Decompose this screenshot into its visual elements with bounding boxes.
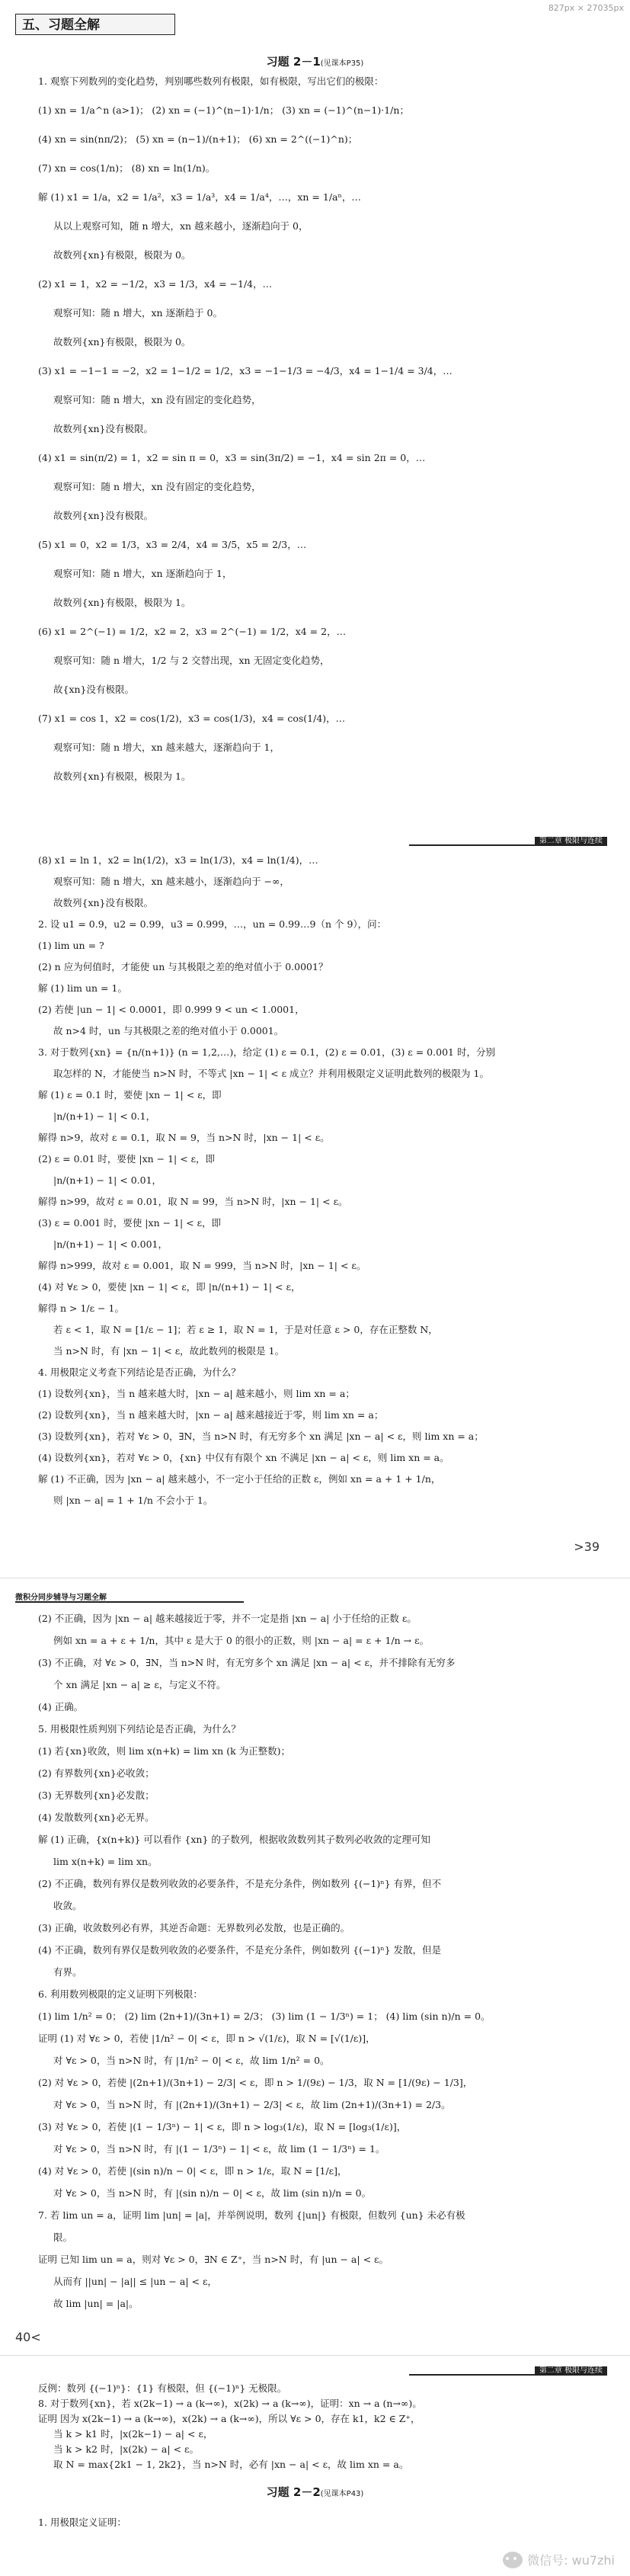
chapter-header: 第二章 极限与连续 [409, 834, 607, 846]
page-number: 40< [15, 2330, 41, 2344]
text-line: (3) 设数列{xn}，若对 ∀ε > 0，∃N，当 n>N 时，有无穷多个 xn 满足 |xn − a| < ε，则 lim xn = a； [38, 1431, 484, 1442]
text-line: (2) 不正确，数列有界仅是数列收敛的必要条件，不是充分条件，例如数列 {(−1)ⁿ} 有界，但不 [38, 1878, 442, 1889]
text-line: (1) lim un = ? [38, 940, 104, 951]
text-line: 3. 对于数列{xn} = {n/(n+1)} (n = 1,2,…)，给定 (1) ε = 0.1，(2) ε = 0.01，(3) ε = 0.001 时，分别 [38, 1046, 495, 1058]
text-line: 证明 (1) 对 ∀ε > 0，若使 |1/n² − 0| < ε，即 n > √(1/ε)，取 N = [√(1/ε)]， [38, 2033, 376, 2044]
text-line: (3) x1 = −1−1 = −2，x2 = 1−1/2 = 1/2，x3 = −1−1/3 = −4/3，x4 = 1−1/4 = 3/4，… [38, 365, 453, 376]
text-line: |n/(n+1) − 1| < 0.01， [53, 1174, 162, 1186]
viewer-dimensions: 827px × 27035px [548, 3, 624, 13]
text-line: (4) 不正确，数列有界仅是数列收敛的必要条件，不是充分条件，例如数列 {(−1)ⁿ} 发散，但是 [38, 1944, 442, 1956]
text-line: 则 |xn − a| = 1 + 1/n 不会小于 1。 [53, 1495, 213, 1506]
text-line: 2. 设 u1 = 0.9，u2 = 0.99，u3 = 0.999，…，un = 0.99…9（n 个 9），问： [38, 918, 387, 930]
text-line: 解 (1) x1 = 1/a，x2 = 1/a²，x3 = 1/a³，x4 = 1/a⁴，…，xn = 1/aⁿ，… [38, 191, 361, 203]
text-line: 观察可知：随 n 增大，xn 逐渐趋向于 1， [53, 568, 232, 579]
text-line: 故 lim |un| = |a|。 [53, 2298, 139, 2309]
text-line: (2) ε = 0.01 时，要使 |xn − 1| < ε，即 [38, 1153, 216, 1165]
text-line: (3) 对 ∀ε > 0，若使 |(1 − 1/3ⁿ) − 1| < ε，即 n > log₃(1/ε)，取 N = [log₃(1/ε)]， [38, 2121, 407, 2132]
text-line: 8. 对于数列{xn}，若 x(2k−1) → a (k→∞)，x(2k) → a (k→∞)，证明：xn → a (n→∞)。 [38, 2398, 422, 2409]
text-line: 收敛。 [53, 1900, 82, 1911]
text-line: (7) x1 = cos 1，x2 = cos(1/2)，x3 = cos(1/3)，x4 = cos(1/4)，… [38, 713, 346, 724]
text-line: (4) xn = sin(nπ/2)； (5) xn = (n−1)/(n+1)； (6) xn = 2^((−1)^n)； [38, 133, 358, 145]
text-line: 当 k > k1 时，|x(2k−1) − a| < ε， [53, 2428, 213, 2440]
text-line: (1) lim 1/n² = 0； (2) lim (2n+1)/(3n+1) = 2/3； (3) lim (1 − 1/3ⁿ) = 1； (4) lim (sin n)/n = 0。 [38, 2010, 491, 2022]
text-line: 观察可知：随 n 增大，1/2 与 2 交替出现，xn 无固定变化趋势， [53, 655, 330, 666]
text-line: 解得 n>999，故对 ε = 0.001，取 N = 999，当 n>N 时，|xn − 1| < ε。 [38, 1260, 366, 1271]
text-line: (4) 对 ∀ε > 0，若使 |(sin n)/n − 0| < ε，即 n > 1/ε，取 N = [1/ε]， [38, 2165, 347, 2177]
text-line: 观察可知：随 n 增大，xn 没有固定的变化趋势， [53, 481, 261, 492]
text-line: 解得 n>9，故对 ε = 0.1，取 N = 9，当 n>N 时，|xn − 1| < ε。 [38, 1132, 330, 1143]
text-line: 6. 利用数列极限的定义证明下列极限： [38, 1988, 203, 2000]
text-line: 解 (1) 正确，{x(n+k)} 可以看作 {xn} 的子数列，根据收敛数列其子数列必收敛的定理可知 [38, 1834, 430, 1845]
text-line: 故 n>4 时，un 与其极限之差的绝对值小于 0.0001。 [53, 1025, 284, 1036]
text-line: (2) x1 = 1，x2 = −1/2，x3 = 1/3，x4 = −1/4，… [38, 278, 273, 290]
text-line: 故{xn}没有极限。 [53, 684, 135, 695]
text-line: lim x(n+k) = lim xn。 [53, 1856, 158, 1867]
text-line: 取 N = max{2k1 − 1, 2k2}，当 n>N 时，必有 |xn − a| < ε，故 lim xn = a。 [53, 2459, 409, 2470]
text-line: (3) 无界数列{xn}必发散； [38, 1789, 155, 1801]
text-line: 对 ∀ε > 0，当 n>N 时，有 |(1 − 1/3ⁿ) − 1| < ε，故 lim (1 − 1/3ⁿ) = 1。 [53, 2143, 385, 2155]
text-line: 解 (1) ε = 0.1 时，要使 |xn − 1| < ε，即 [38, 1089, 222, 1101]
text-line: 观察可知：随 n 增大，xn 越来越小，逐渐趋向于 −∞， [53, 876, 289, 887]
text-line: 观察可知：随 n 增大，xn 逐渐趋于 0。 [53, 307, 222, 319]
book-header: 微积分同步辅导与习题全解 [15, 1591, 244, 1603]
page-1 [0, 0, 630, 831]
section-heading: 五、习题全解 [15, 14, 175, 35]
text-line: 从而有 ||un| − |a|| ≤ |un − a| < ε， [53, 2276, 217, 2287]
wechat-icon [503, 2552, 523, 2568]
text-line: 解得 n>99，故对 ε = 0.01，取 N = 99，当 n>N 时，|xn − 1| < ε。 [38, 1196, 348, 1207]
text-line: 取怎样的 N，才能使当 n>N 时，不等式 |xn − 1| < ε 成立？并利用极限定义证明此数列的极限为 1。 [53, 1068, 489, 1079]
text-line: (2) 不正确，因为 |xn − a| 越来越接近于零，并不一定是指 |xn − a| 小于任给的正数 ε。 [38, 1613, 417, 1624]
exercise-title: 习题 2－1(见课本P35) [266, 55, 364, 69]
text-line: 有界。 [53, 1966, 82, 1978]
text-line: (5) x1 = 0，x2 = 1/3，x3 = 2/4，x4 = 3/5，x5 = 2/3，… [38, 539, 307, 550]
text-line: 故数列{xn}有极限，极限为 1。 [53, 771, 191, 782]
text-line: 对 ∀ε > 0，当 n>N 时，有 |1/n² − 0| < ε，故 lim 1/n² = 0。 [53, 2055, 330, 2066]
text-line: 观察可知：随 n 增大，xn 越来越大，逐渐趋向于 1， [53, 742, 280, 753]
text-line: 故数列{xn}没有极限。 [53, 423, 154, 434]
text-line: 解 (1) 不正确，因为 |xn − a| 越来越小，不一定小于任给的正数 ε，例如 xn = a + 1 + 1/n， [38, 1473, 441, 1485]
text-line: 4. 用极限定义考查下列结论是否正确，为什么？ [38, 1366, 241, 1378]
text-line: (2) 设数列{xn}，当 n 越来越大时，|xn − a| 越来越接近于零，则 lim xn = a； [38, 1409, 384, 1421]
page-3 [0, 1578, 630, 2356]
text-line: 个 xn 满足 |xn − a| ≥ ε，与定义不符。 [53, 1679, 226, 1690]
text-line: 1. 观察下列数列的变化趋势，判别哪些数列有极限，如有极限，写出它们的极限： [38, 75, 384, 87]
text-line: (4) x1 = sin(π/2) = 1，x2 = sin π = 0，x3 = sin(3π/2) = −1，x4 = sin 2π = 0，… [38, 452, 426, 463]
text-line: (1) xn = 1/a^n (a>1)； (2) xn = (−1)^(n−1)·1/n； (3) xn = (−1)^(n−1)·1/n； [38, 104, 409, 116]
text-line: 故数列{xn}有极限，极限为 0。 [53, 249, 191, 261]
text-line: (1) 若{xn}收敛，则 lim x(n+k) = lim xn (k 为正整数)； [38, 1745, 291, 1757]
wechat-watermark: 微信号: wu7zhi [503, 2551, 615, 2568]
text-line: 解得 n > 1/ε − 1。 [38, 1302, 124, 1314]
text-line: 证明 因为 x(2k−1) → a (k→∞)，x(2k) → a (k→∞)，所以 ∀ε > 0，存在 k1，k2 ∈ Z⁺， [38, 2413, 421, 2424]
text-line: 反例：数列 {(−1)ⁿ}：{1} 有极限，但 {(−1)ⁿ} 无极限。 [38, 2382, 287, 2394]
text-line: 当 k > k2 时，|x(2k) − a| < ε。 [53, 2443, 199, 2455]
text-line: 对 ∀ε > 0，当 n>N 时，有 |(sin n)/n − 0| < ε，故 lim (sin n)/n = 0。 [53, 2187, 372, 2199]
exercise-title: 习题 2－2(见课本P43) [266, 2485, 364, 2499]
chapter-header: 第二章 极限与连续 [409, 2363, 607, 2376]
text-line: 对 ∀ε > 0，当 n>N 时，有 |(2n+1)/(3n+1) − 2/3| < ε，故 lim (2n+1)/(3n+1) = 2/3。 [53, 2099, 451, 2110]
page-2 [0, 831, 630, 1578]
text-line: 解 (1) lim un = 1。 [38, 982, 127, 994]
text-line: 当 n>N 时，有 |xn − 1| < ε，故此数列的极限是 1。 [53, 1345, 285, 1357]
text-line: (2) 对 ∀ε > 0，若使 |(2n+1)/(3n+1) − 2/3| < ε，即 n > 1/(9ε) − 1/3，取 N = [1/(9ε) − 1/3]， [38, 2077, 473, 2088]
text-line: (2) n 应为何值时，才能使 un 与其极限之差的绝对值小于 0.0001？ [38, 961, 328, 972]
text-line: (1) 设数列{xn}，当 n 越来越大时，|xn − a| 越来越小，则 lim xn = a； [38, 1388, 355, 1399]
text-line: (4) 对 ∀ε > 0，要使 |xn − 1| < ε，即 |n/(n+1) − 1| < ε， [38, 1281, 301, 1293]
text-line: (3) ε = 0.001 时，要使 |xn − 1| < ε，即 [38, 1217, 222, 1229]
text-line: 观察可知：随 n 增大，xn 没有固定的变化趋势， [53, 394, 261, 405]
text-line: (2) 有界数列{xn}必收敛； [38, 1767, 155, 1779]
text-line: 故数列{xn}有极限，极限为 0。 [53, 336, 191, 348]
page-number: >39 [574, 1540, 600, 1554]
page-4 [0, 2355, 630, 2576]
text-line: 故数列{xn}没有极限。 [53, 510, 154, 521]
text-line: 若 ε < 1，取 N = [1/ε − 1]；若 ε ≥ 1，取 N = 1，于是对任意 ε > 0，存在正整数 N， [53, 1324, 438, 1335]
text-line: 故数列{xn}没有极限。 [53, 897, 154, 908]
text-line: 7. 若 lim un = a，证明 lim |un| = |a|，并举例说明，数列 {|un|} 有极限，但数列 {un} 未必有极 [38, 2209, 465, 2221]
text-line: 证明 已知 lim un = a，则对 ∀ε > 0，∃N ∈ Z⁺，当 n>N 时，有 |un − a| < ε。 [38, 2254, 389, 2265]
text-line: 1. 用极限定义证明： [38, 2517, 126, 2528]
text-line: (3) 不正确，对 ∀ε > 0，∃N，当 n>N 时，有无穷多个 xn 满足 |xn − a| < ε，并不排除有无穷多 [38, 1657, 456, 1668]
text-line: (4) 设数列{xn}，若对 ∀ε > 0，{xn} 中仅有有限个 xn 不满足 |xn − a| < ε，则 lim xn = a。 [38, 1452, 449, 1463]
text-line: (4) 正确。 [38, 1701, 84, 1713]
text-line: (4) 发散数列{xn}必无界。 [38, 1812, 155, 1823]
text-line: (6) x1 = 2^(−1) = 1/2，x2 = 2，x3 = 2^(−1) = 1/2，x4 = 2，… [38, 626, 347, 637]
text-line: 例如 xn = a + ε + 1/n，其中 ε 是大于 0 的很小的正数，则 |xn − a| = ε + 1/n → ε。 [53, 1635, 430, 1646]
text-line: (3) 正确，收敛数列必有界，其逆否命题：无界数列必发散，也是正确的。 [38, 1922, 350, 1934]
text-line: (2) 若使 |un − 1| < 0.0001，即 0.999 9 < un < 1.0001， [38, 1004, 305, 1015]
text-line: |n/(n+1) − 1| < 0.001， [53, 1238, 168, 1250]
text-line: 5. 用极限性质判别下列结论是否正确，为什么？ [38, 1723, 241, 1735]
text-line: |n/(n+1) − 1| < 0.1， [53, 1110, 156, 1122]
text-line: 限。 [53, 2232, 73, 2243]
text-line: (8) x1 = ln 1，x2 = ln(1/2)，x3 = ln(1/3)，x4 = ln(1/4)，… [38, 854, 318, 866]
text-line: (7) xn = cos(1/n)； (8) xn = ln(1/n)。 [38, 162, 216, 174]
text-line: 故数列{xn}有极限，极限为 1。 [53, 597, 191, 608]
text-line: 从以上观察可知，随 n 增大，xn 越来越小，逐渐趋向于 0， [53, 220, 309, 232]
